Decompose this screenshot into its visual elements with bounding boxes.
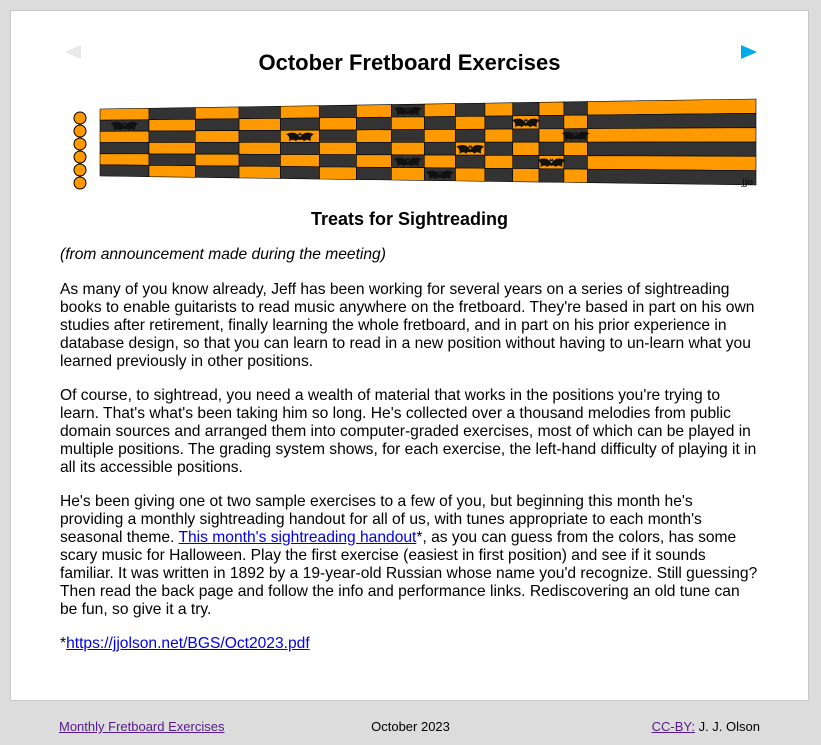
fret-cell <box>564 115 587 129</box>
fret-cell <box>391 104 424 117</box>
fret-cell <box>356 130 391 143</box>
fret-cell <box>100 108 149 120</box>
fret-cell <box>424 116 455 129</box>
fret-cell <box>539 115 564 129</box>
fret-cell <box>280 154 319 166</box>
fret-cell <box>485 168 513 181</box>
next-month-icon[interactable] <box>739 42 759 67</box>
paragraph-1: As many of you know already, Jeff has been working for several years on a series of sightreading books to enable guitarists to read music anywhere on the fretboard. They're based in part on his own studies after retirement, finally learning the whole fretboard, and in part on his prior experience in database design, so that you can learn to read in a new position without having to un-learn what you learned previously in other positions. <box>60 281 755 370</box>
fret-cell <box>319 155 356 168</box>
fret-cell <box>100 165 149 177</box>
license-credit <box>652 719 760 734</box>
fret-cell <box>485 155 513 168</box>
fret-cell <box>424 155 455 168</box>
content-card <box>10 10 809 701</box>
fret-cell <box>195 107 239 119</box>
fret-cell <box>319 167 356 180</box>
fret-cell <box>391 117 424 130</box>
fret-cell <box>195 166 239 178</box>
fret-cell <box>239 142 280 154</box>
cc-by-link[interactable]: CC-BY: <box>651 719 695 734</box>
fret-cell <box>587 142 756 156</box>
section-title: Treats for Sightreading <box>310 209 509 229</box>
fret-cell <box>319 117 356 130</box>
fret-cell <box>539 169 564 183</box>
page-title: October Fretboard Exercises <box>258 50 561 75</box>
fret-cell <box>100 120 149 132</box>
footer-date: October 2023 <box>371 719 450 734</box>
fret-cell <box>391 155 424 168</box>
fret-cell <box>239 106 280 118</box>
fret-cell <box>564 169 587 183</box>
fret-cell <box>195 154 239 166</box>
fret-cell <box>280 118 319 130</box>
paragraph-3 <box>60 493 760 619</box>
fret-cell <box>485 116 513 129</box>
fret-cell <box>356 142 391 155</box>
fret-cell <box>455 129 484 142</box>
fret-cell <box>513 102 539 116</box>
fret-cell <box>280 166 319 179</box>
fret-cell <box>100 131 149 142</box>
pdf-link[interactable]: https://jjolson.net/BGS/Oct2023.pdf <box>66 635 310 652</box>
fret-cell <box>587 156 756 171</box>
fret-cell <box>280 130 319 142</box>
fret-cell <box>391 167 424 180</box>
fret-cell <box>513 142 539 155</box>
fret-cell <box>424 142 455 155</box>
fret-cell <box>455 168 484 181</box>
fret-cell <box>485 103 513 116</box>
fret-cell <box>149 119 195 131</box>
fret-cell <box>195 131 239 143</box>
fret-cell <box>149 108 195 120</box>
fret-cell <box>455 116 484 129</box>
fret-cell <box>513 155 539 168</box>
fret-cell <box>587 169 756 185</box>
fret-cell <box>539 142 564 155</box>
fret-cell <box>280 106 319 119</box>
fret-cell <box>356 117 391 130</box>
fret-cell <box>239 130 280 142</box>
fret-cell <box>356 167 391 180</box>
fret-cell <box>391 130 424 143</box>
fret-cell <box>100 142 149 153</box>
fret-cell <box>564 142 587 156</box>
handout-link[interactable]: This month's sightreading handout <box>178 529 417 546</box>
fret-cell <box>587 113 756 128</box>
footnote <box>60 635 760 653</box>
paragraph-2: Of course, to sightread, you need a wealth of material that works in the positions you're trying to learn. That's what's been taking him so long. He's collected over a thousand melodies from public domain sources and arranged them into computer-graded exercises, most of which can be played in multiple positions. The grading system shows, for each exercise, the left-hand difficulty of playing it in all its accessible positions. <box>60 387 757 476</box>
fret-cell <box>564 102 587 116</box>
open-string-dot <box>74 112 86 124</box>
fret-cell <box>149 142 195 154</box>
fret-cell <box>485 142 513 155</box>
author-name: J. J. Olson <box>694 719 760 734</box>
fret-cell <box>149 131 195 143</box>
fret-cell <box>149 154 195 166</box>
fretboard-diagram <box>60 89 762 191</box>
fret-cell <box>513 129 539 142</box>
fret-cell <box>587 99 756 115</box>
fret-cell <box>424 104 455 117</box>
paragraph-3-text-a: He's been giving one ot two sample exercises to a few of you, but beginning this month he's providing a monthly sightreading handout for all of us, with tunes appropriate to each month's seasonal theme. <box>60 493 702 546</box>
fret-cell <box>485 129 513 142</box>
fret-cell <box>539 129 564 142</box>
fret-cell <box>100 154 149 166</box>
open-string-dot <box>74 125 86 137</box>
open-string-dot <box>74 177 86 189</box>
fret-cell <box>239 118 280 130</box>
fret-cell <box>539 102 564 116</box>
paragraph-3-text-b: *, as you can guess from the colors, has some scary music for Halloween. Play the first exercise (easiest in first position) and see if it sounds familiar. It was written in 1892 by a 19-year-old Russian whose name you'd recognize. Still guessing? Then read the back page and follow the info and performance links. Rediscovering an old tune can be fun, so give it a try. <box>60 529 758 618</box>
footnote-star: * <box>60 635 67 652</box>
fret-cell <box>239 154 280 166</box>
fret-cell <box>424 129 455 142</box>
fret-cell <box>455 155 484 168</box>
fret-cell <box>513 169 539 183</box>
fret-cell <box>280 142 319 154</box>
open-string-dot <box>74 138 86 150</box>
fret-cell <box>149 165 195 177</box>
fret-cell <box>239 166 280 178</box>
fret-cell <box>391 142 424 155</box>
fret-cell <box>587 128 756 142</box>
fret-cell <box>356 105 391 118</box>
fret-cell <box>319 142 356 154</box>
fret-cell <box>356 155 391 168</box>
fretboard-signature: jjo <box>742 178 753 188</box>
fret-cell <box>195 119 239 131</box>
fret-cell <box>319 130 356 142</box>
footer <box>0 701 821 745</box>
open-string-dot <box>74 164 86 176</box>
fret-cell <box>455 103 484 116</box>
monthly-exercises-link[interactable]: Monthly Fretboard Exercises <box>59 719 225 734</box>
fret-cell <box>319 105 356 118</box>
open-string-dot <box>74 151 86 163</box>
fret-cell <box>564 156 587 170</box>
fret-cell <box>195 142 239 154</box>
intro-text: (from announcement made during the meeting) <box>60 246 386 263</box>
